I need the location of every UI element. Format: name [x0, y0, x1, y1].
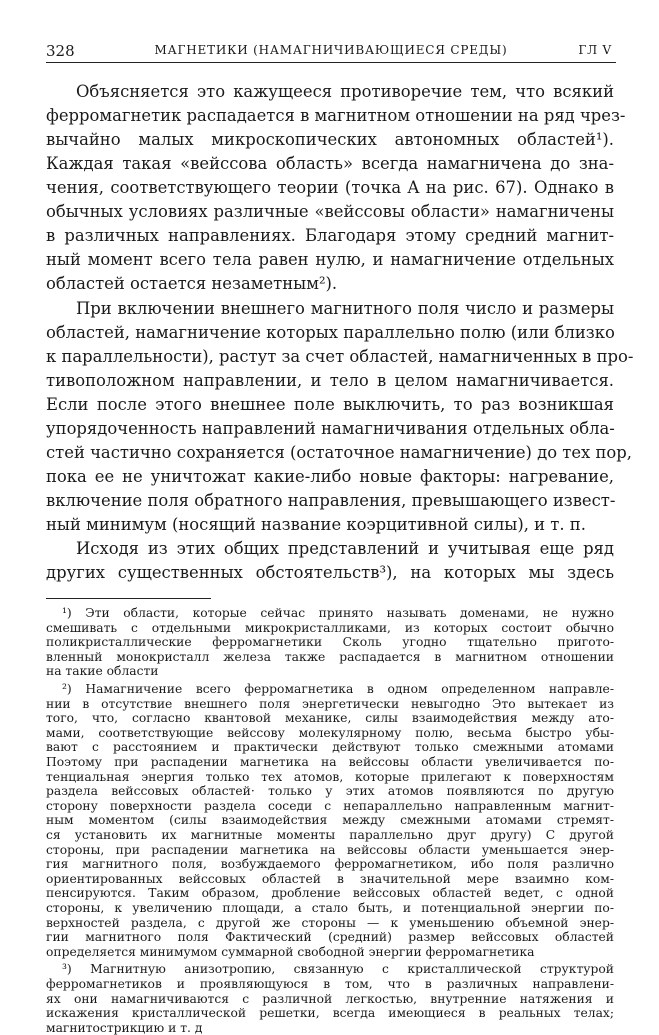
footnote-line: пенсируются. Таким образом, дробление вейссовых областей ведет, с одной [46, 886, 614, 901]
footnote-line: гии магнитного поля Фактический (средний) размер вейссовых областей [46, 930, 614, 945]
body-line: упорядоченность направлений намагничивания отдельных обла- [46, 419, 615, 438]
body-line: к параллельности), растут за счет областей, намагниченных в про- [46, 347, 634, 366]
body-line: вычайно малых микроскопических автономных областей¹). [46, 130, 614, 149]
body-line: включение поля обратного направления, превышающего извест- [46, 491, 616, 510]
body-line: ный минимум (носящий название коэрцитивной силы), и т. п. [46, 515, 586, 534]
body-line: обычных условиях различные «вейссовы области» намагничены [46, 202, 614, 221]
body-line: в различных направлениях. Благодаря этому средний магнит- [46, 226, 614, 245]
footnote-line: стороны, к увеличению площади, а стало быть, и потенциальной энергии по- [46, 901, 614, 915]
footnote-line: стороны, при распадении магнетика на вейссовы области уменьшается энер- [46, 842, 614, 857]
footnote-line: ным моментом (силы взаимодействия между смежными атомами стремят- [46, 813, 614, 828]
footnote-line: гия магнитного поля, возбуждаемого ферромагнетиком, ибо поля различно [46, 857, 614, 872]
footnote-line: искажения кристаллической решетки, всегда имеющиеся в реальных телах; [46, 1006, 614, 1021]
footnote-line: Поэтому при распадении магнетика на вейссовы области увеличивается по- [46, 755, 614, 769]
body-line: чения, соответствующего теории (точка A на рис. 67). Однако в [46, 178, 614, 197]
body-line: Если после этого внешнее поле выключить, то раз возникшая [46, 395, 614, 414]
footnote-line: на такие области [46, 664, 159, 679]
footnote-line: нии в отсутствие внешнего поля энергетически невыгодно Это вытекает из [46, 696, 614, 711]
footnote-line: вленный монокристалл железа также распадается в магнитном отношении [46, 649, 614, 664]
footnote-line: магнитострикцию и т. д [46, 1020, 203, 1035]
footnote-line: ферромагнетиков и проявляющуюся в том, что в различных направлени- [46, 977, 614, 991]
body-line: Объясняется это кажущееся противоречие тем, что всякий [76, 82, 614, 101]
footnote-separator [46, 598, 211, 599]
body-line: Каждая такая «вейссова область» всегда намагничена до зна- [46, 154, 614, 173]
footnote-line: ¹) Эти области, которые сейчас принято называть доменами, не нужно [62, 606, 614, 620]
body-line: пока ее не уничтожат какие-либо новые факторы: нагревание, [46, 467, 614, 486]
body-line: областей, намагничение которых параллельно полю (или близко [46, 323, 615, 342]
running-head: МАГНЕТИКИ (НАМАГНИЧИВАЮЩИЕСЯ СРЕДЫ) [154, 43, 508, 57]
footnote-line: смешивать с отдельными микрокристалликами, из которых состоит обычно [46, 620, 614, 635]
footnote-line: раздела вейссовых областей· только у этих атомов появляются по другую [46, 784, 614, 799]
footnote-line: ²) Намагничение всего ферромагнетика в одном определенном направле- [62, 682, 614, 696]
footnote-line: ориентированных вейссовых областей в значительной мере взаимно ком- [46, 871, 614, 886]
footnote-line: определяется минимумом суммарной свободной энергии ферромагнетика [46, 944, 535, 959]
body-line: ный момент всего тела равен нулю, и намагничение отдельных [46, 250, 614, 269]
body-line: Исходя из этих общих представлений и учитывая еще ряд [76, 539, 614, 558]
chapter-label: ГЛ V [578, 43, 612, 57]
footnote-line: тенциальная энергия только тех атомов, которые прилегают к поверхностям [46, 769, 614, 784]
footnote-line: ях они намагничиваются с различной легкостью, внутренние натяжения и [46, 991, 614, 1006]
footnote-line: вают с расстоянием и практически действуют только смежными атомами [46, 740, 614, 755]
footnote-line: сторону поверхности раздела соседи с непараллельно направленным магнит- [46, 798, 614, 813]
footnote-line: верхностей раздела, с другой же стороны — к уменьшению объемной энер- [46, 915, 614, 930]
footnote-line: поликристаллические ферромагнетики Сколь угодно тщательно пригото- [46, 635, 614, 650]
body-line: других существенных обстоятельств³), на которых мы здесь [46, 563, 614, 582]
page-number: 328 [46, 42, 75, 60]
body-line: стей частично сохраняется (остаточное намагничение) до тех пор, [46, 443, 633, 462]
body-line: ферромагнетик распадается в магнитном отношении на ряд чрез- [46, 106, 626, 125]
body-line: областей остается незаметным²). [46, 274, 338, 293]
footnote-line: ³) Магнитную анизотропию, связанную с кристаллической структурой [62, 962, 614, 977]
footnote-line: мами, соответствующие вейссову молекулярному полю, весьма быстро убы- [46, 725, 614, 740]
page-header [46, 40, 616, 63]
body-line: тивоположном направлении, и тело в целом намагничивается. [46, 371, 614, 390]
body-line: При включении внешнего магнитного поля число и размеры [76, 299, 614, 318]
footnote-line: того, что, согласно квантовой механике, силы взаимодействия между ато- [46, 711, 614, 726]
footnote-line: ся установить их магнитные моменты параллельно друг другу) С другой [46, 828, 614, 842]
